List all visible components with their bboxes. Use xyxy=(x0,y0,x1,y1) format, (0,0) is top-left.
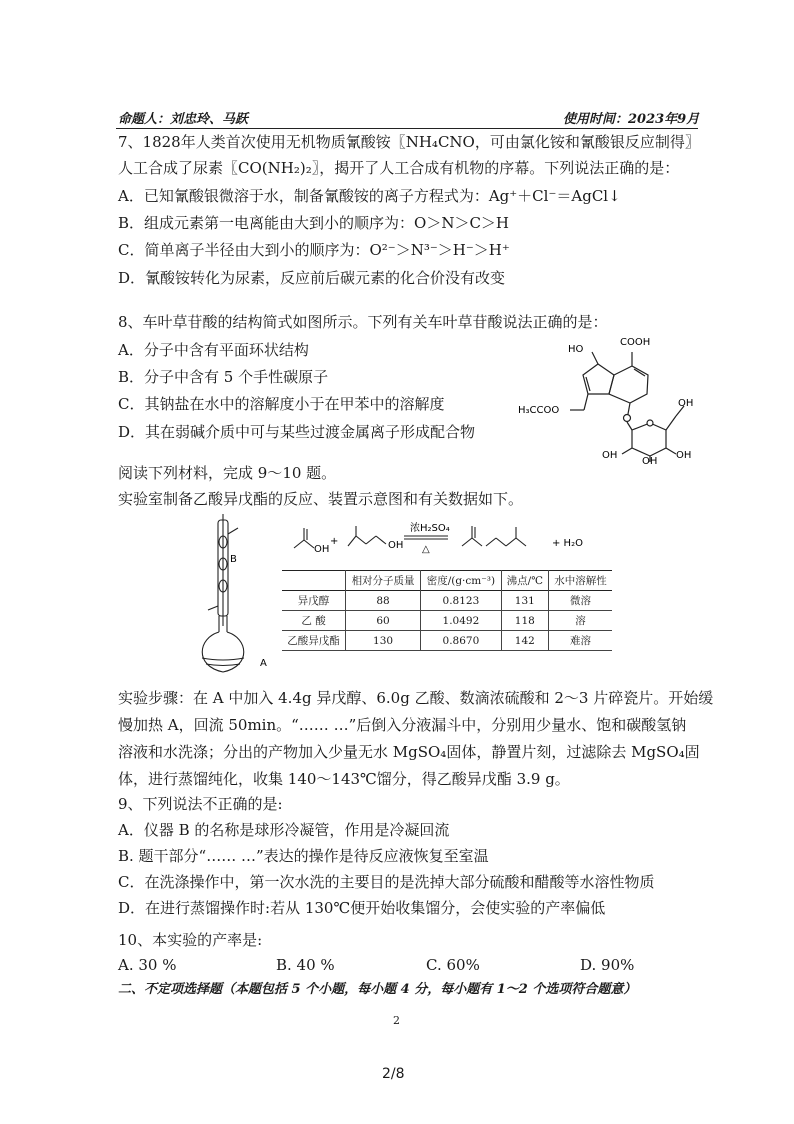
table-cell: 乙酸异戊酯 xyxy=(287,635,340,647)
q10-stem: 10、本实验的产率是: xyxy=(118,931,263,949)
q10-option-a: A. 30 % xyxy=(118,956,177,974)
table-cell: 88 xyxy=(346,591,421,611)
reading-description: 实验室制备乙酸异戊酯的反应、装置示意图和有关数据如下。 xyxy=(118,490,524,508)
table-header-cell: 相对分子质量 xyxy=(346,571,421,591)
structure-label-oh-2: OH xyxy=(602,450,618,461)
page-number-inner: 2 xyxy=(393,1014,400,1027)
table-cell: 60 xyxy=(346,611,421,631)
header-author: 命题人：刘忠玲、马跃 xyxy=(118,112,249,127)
q7-option-b: B．组成元素第一电离能由大到小的顺序为：O＞N＞C＞H xyxy=(118,214,510,232)
q9-option-c: C．在洗涤操作中，第一次水洗的主要目的是洗掉大部分硫酸和醋酸等水溶性物质 xyxy=(118,873,655,891)
header-rule xyxy=(116,128,698,129)
acetic-acid-oh: OH xyxy=(314,544,330,555)
reflux-apparatus xyxy=(194,514,280,676)
reading-intro: 阅读下列材料，完成 9～10 题。 xyxy=(118,464,337,482)
structure-label-ho: HO xyxy=(568,344,584,355)
table-cell: 难溶 xyxy=(548,631,612,651)
table-header-cell: 密度/(g·cm⁻³) xyxy=(421,571,502,591)
page-number-outer: 2/8 xyxy=(382,1066,405,1082)
table-cell: 131 xyxy=(501,591,548,611)
catalyst-label: 浓H₂SO₄ xyxy=(410,523,450,534)
q8-stem: 8、车叶草苷酸的结构简式如图所示。下列有关车叶草苷酸说法正确的是： xyxy=(118,313,608,331)
table-row xyxy=(282,631,612,651)
table-cell: 溶 xyxy=(548,611,612,631)
procedure-line2: 慢加热 A，回流 50min。“…… …”后倒入分液漏斗中，分别用少量水、饱和碳酸氢钠 xyxy=(118,716,687,734)
q7-stem-line1: 7、1828年人类首次使用无机物质氰酸铵〖NH₄CNO，可由氯化铵和氰酸银反应制得〗 xyxy=(118,133,700,151)
table-cell: 异戊醇 xyxy=(297,595,330,607)
q9-option-a: A．仪器 B 的名称是球形冷凝管，作用是冷凝回流 xyxy=(118,821,450,839)
apparatus-label-b: B xyxy=(230,554,237,565)
isoamyl-alcohol-oh: OH xyxy=(388,540,404,551)
table-row xyxy=(282,591,612,611)
table-cell: 0.8123 xyxy=(421,591,502,611)
q10-option-c: C. 60% xyxy=(426,956,480,974)
q8-option-c: C．其钠盐在水中的溶解度小于在甲苯中的溶解度 xyxy=(118,395,445,413)
q8-option-d: D．其在弱碱介质中可与某些过渡金属离子形成配合物 xyxy=(118,423,476,441)
header-date: 使用时间：2023年9月 xyxy=(563,112,700,127)
asperulosidic-acid-structure xyxy=(510,330,700,465)
reaction-water: + H₂O xyxy=(552,538,583,549)
q7-option-c: C．简单离子半径由大到小的顺序为：O²⁻＞N³⁻＞H⁻＞H⁺ xyxy=(118,241,510,259)
structure-label-cooh: COOH xyxy=(620,337,651,348)
table-row xyxy=(282,611,612,631)
q9-option-b: B. 题干部分“…… …”表达的操作是待反应液恢复至室温 xyxy=(118,847,489,865)
q10-option-b: B. 40 % xyxy=(276,956,335,974)
reaction-plus-1: + xyxy=(330,536,339,547)
procedure-line4: 体，进行蒸馏纯化，收集 140～143℃馏分，得乙酸异戊酯 3.9 g。 xyxy=(118,770,570,788)
q7-stem-line2: 人工合成了尿素〖CO(NH₂)₂〗，揭开了人工合成有机物的序幕。下列说法正确的是： xyxy=(118,159,680,177)
structure-label-oh-4: OH xyxy=(676,450,692,461)
table-cell: 130 xyxy=(346,631,421,651)
physical-data-table xyxy=(282,570,612,651)
structure-label-oh-1: OH xyxy=(678,398,694,409)
esterification-reaction xyxy=(286,514,606,560)
q7-option-a: A．已知氰酸银微溶于水，制备氰酸铵的离子方程式为：Ag⁺＋Cl⁻＝AgCl↓ xyxy=(118,187,621,205)
table-header-cell: 水中溶解性 xyxy=(548,571,612,591)
section-2-heading: 二、不定项选择题（本题包括 5 个小题，每小题 4 分，每小题有 1～2 个选项符合题意） xyxy=(118,982,637,997)
table-cell: 乙 酸 xyxy=(301,615,326,627)
heat-symbol: △ xyxy=(422,544,430,555)
table-cell: 微溶 xyxy=(548,591,612,611)
table-cell: 1.0492 xyxy=(421,611,502,631)
procedure-line1: 实验步骤：在 A 中加入 4.4g 异戊醇、6.0g 乙酸、数滴浓硫酸和 2～3 片碎瓷片。开始缓 xyxy=(118,689,714,707)
q8-option-b: B．分子中含有 5 个手性碳原子 xyxy=(118,368,329,386)
table-cell: 142 xyxy=(501,631,548,651)
q7-option-d: D．氰酸铵转化为尿素，反应前后碳元素的化合价没有改变 xyxy=(118,269,506,287)
table-cell: 118 xyxy=(501,611,548,631)
q10-option-d: D. 90% xyxy=(580,956,635,974)
structure-label-oh-3: OH xyxy=(642,456,658,465)
structure-label-ester: H₃CCOO xyxy=(518,405,560,416)
apparatus-label-a: A xyxy=(260,658,267,669)
procedure-line3: 溶液和水洗涤；分出的产物加入少量无水 MgSO₄固体，静置片刻，过滤除去 MgSO₄固 xyxy=(118,743,700,761)
q9-option-d: D．在进行蒸馏操作时:若从 130℃便开始收集馏分，会使实验的产率偏低 xyxy=(118,899,606,917)
q9-stem: 9、下列说法不正确的是: xyxy=(118,795,283,813)
table-cell: 0.8670 xyxy=(421,631,502,651)
table-header-cell: 沸点/℃ xyxy=(501,571,548,591)
table-header-row xyxy=(282,571,612,591)
q8-option-a: A．分子中含有平面环状结构 xyxy=(118,341,309,359)
table-header-cell xyxy=(282,571,346,591)
